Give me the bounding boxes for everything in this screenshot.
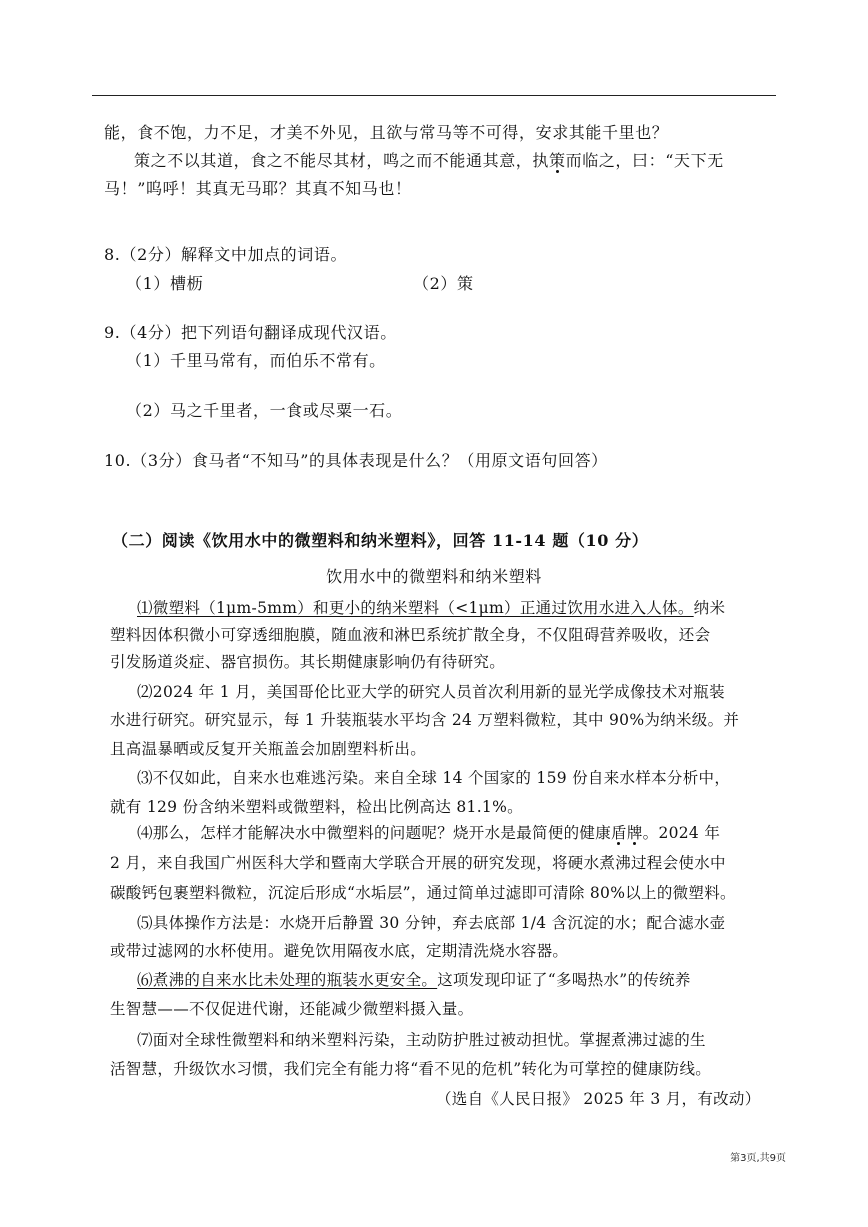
article-p3-line-1: ⑶不仅如此，自来水也难逃污染。来自全球 14 个国家的 159 份自来水样本分析中， [137, 769, 731, 787]
article-title: 饮用水中的微塑料和纳米塑料 [326, 567, 542, 586]
emphasis-dot-pai: 牌 [626, 824, 643, 842]
underlined-sentence-6: ⑹煮沸的自来水比未处理的瓶装水更安全。 [137, 971, 438, 989]
header-rule [92, 95, 776, 96]
article-p4-line-3: 碳酸钙包裹塑料微粒，沉淀后形成“水垢层”，通过简单过滤即可清除 80%以上的微塑料。 [110, 884, 736, 902]
passage-line-3: 马！”呜呼！其真无马耶？其真不知马也！ [104, 179, 412, 198]
question-8-item-2: （2）策 [413, 274, 474, 293]
section-2-heading: （二）阅读《饮用水中的微塑料和纳米塑料》，回答 11-14 题（10 分） [112, 531, 649, 550]
article-p2-line-1: ⑵2024 年 1 月，美国哥伦比亚大学的研究人员首次利用新的显光学成像技术对瓶装 [137, 683, 725, 701]
article-p5-line-1: ⑸具体操作方法是：水烧开后静置 30 分钟，弃去底部 1/4 含沉淀的水；配合滤水壶 [137, 914, 726, 932]
article-p1-line-1: ⑴微塑料（1μm-5mm）和更小的纳米塑料（<1μm）正通过饮用水进入人体。纳米 [137, 599, 726, 617]
question-9: 9.（4分）把下列语句翻译成现代汉语。 [104, 323, 397, 342]
article-source: （选自《人民日报》 2025 年 3 月，有改动） [436, 1090, 761, 1108]
article-p4-line-2: 2 月，来自我国广州医科大学和暨南大学联合开展的研究发现，将硬水煮沸过程会使水中 [110, 854, 726, 872]
question-10: 10.（3分）食马者“不知马”的具体表现是什么？（用原文语句回答） [104, 451, 608, 470]
emphasis-dot-ce: 策 [549, 151, 566, 170]
passage-line-2: 策之不以其道，食之不能尽其材，鸣之而不能通其意，执策而临之，曰：“天下无 [134, 151, 724, 170]
underlined-sentence-1: ⑴微塑料（1μm-5mm）和更小的纳米塑料（<1μm）正通过饮用水进入人体。 [137, 599, 694, 617]
article-p7-line-2: 活智慧，升级饮水习惯，我们完全有能力将“看不见的危机”转化为可掌控的健康防线。 [110, 1060, 712, 1078]
article-p7-line-1: ⑺面对全球性微塑料和纳米塑料污染，主动防护胜过被动担忧。掌握煮沸过滤的生 [137, 1031, 706, 1049]
passage-line-1: 能，食不饱，力不足，才美不外见，且欲与常马等不可得，安求其能千里也？ [104, 123, 669, 142]
article-p4-line-1: ⑷那么，怎样才能解决水中微塑料的问题呢？烧开水是最简便的健康盾牌。2024 年 [137, 824, 721, 842]
emphasis-dot-dun: 盾 [611, 824, 627, 842]
question-8: 8.（2分）解释文中加点的词语。 [104, 245, 348, 264]
page-number: 第3页,共9页 [730, 1153, 786, 1164]
article-p1-line-3: 引发肠道炎症、器官损伤。其长期健康影响仍有待研究。 [110, 653, 506, 671]
question-9-item-1: （1）千里马常有，而伯乐不常有。 [126, 351, 386, 370]
article-p5-line-2: 或带过滤网的水杯使用。避免饮用隔夜水底，定期清洗烧水容器。 [110, 942, 569, 960]
article-p6-line-1: ⑹煮沸的自来水比未处理的瓶装水更安全。这项发现印证了“多喝热水”的传统养 [137, 971, 691, 989]
article-p1-line-2: 塑料因体积微小可穿透细胞膜，随血液和淋巴系统扩散全身，不仅阻碍营养吸收，还会 [110, 626, 711, 644]
article-p3-line-2: 就有 129 份含纳米塑料或微塑料，检出比例高达 81.1%。 [110, 798, 523, 816]
article-p2-line-3: 且高温暴晒或反复开关瓶盖会加剧塑料析出。 [110, 740, 427, 758]
article-p6-line-2: 生智慧——不仅促进代谢，还能减少微塑料摄入量。 [110, 1000, 474, 1018]
question-8-item-1: （1）槽枥 [126, 274, 204, 293]
question-9-item-2: （2）马之千里者，一食或尽粟一石。 [126, 401, 403, 420]
article-p2-line-2: 水进行研究。研究显示，每 1 升装瓶装水平均含 24 万塑料微粒，其中 90%为纳米级。并 [110, 711, 740, 729]
